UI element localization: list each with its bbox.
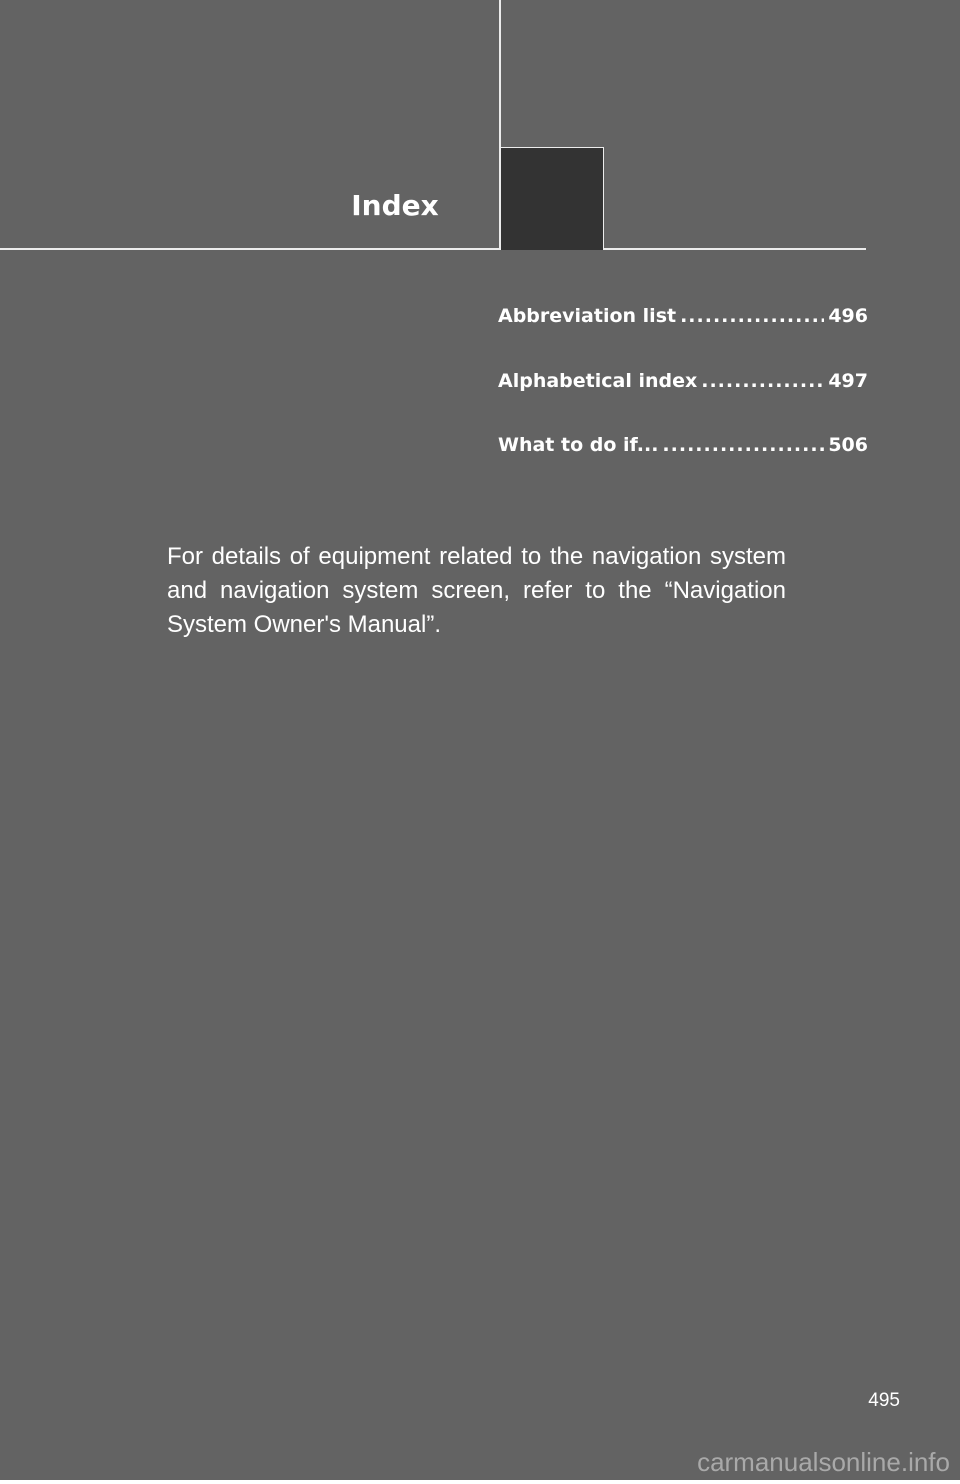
watermark: carmanualsonline.info bbox=[697, 1447, 950, 1477]
toc-entry-label: Alphabetical index bbox=[498, 369, 698, 392]
page-number: 495 bbox=[868, 1390, 900, 1411]
toc-leader-dots bbox=[680, 297, 824, 335]
navigation-note: For details of equipment related to the navigation system and navigation system screen, refer to the “Navigation System Owner's Manual”. bbox=[167, 543, 786, 638]
page-title: Index bbox=[351, 189, 439, 222]
toc-entry-alphabetical-index[interactable] bbox=[498, 362, 868, 427]
toc-entry-page: 497 bbox=[828, 369, 868, 392]
toc-entry-page: 496 bbox=[828, 305, 868, 327]
toc-leader-dots bbox=[701, 362, 824, 400]
section-tab-block bbox=[501, 147, 604, 250]
toc-entry-label: What to do if... bbox=[498, 434, 659, 456]
table-of-contents bbox=[498, 297, 868, 491]
toc-entry-what-to-do-if[interactable] bbox=[498, 426, 868, 491]
toc-leader-dots bbox=[662, 426, 824, 464]
header-rule bbox=[0, 248, 866, 250]
toc-entry-abbreviation-list[interactable] bbox=[498, 297, 868, 362]
toc-entry-page: 506 bbox=[828, 434, 868, 456]
toc-entry-label: Abbreviation list bbox=[498, 305, 677, 327]
